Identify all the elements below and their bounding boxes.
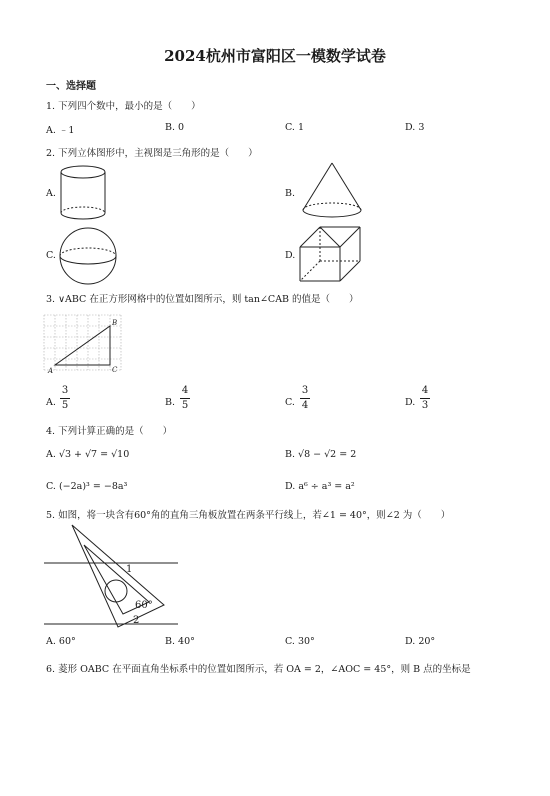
fraction-denominator: 3 — [421, 400, 429, 411]
q3-option-d-letter: D. — [405, 397, 416, 408]
q1-option-c: C. 1 — [285, 122, 305, 133]
fraction-numerator: 3 — [61, 385, 69, 396]
q5-option-c: C. 30° — [285, 636, 315, 647]
q3-option-c-fraction — [300, 385, 310, 412]
q3-option-b-fraction — [180, 385, 190, 412]
page-title: 2024杭州市富阳区一模数学试卷 — [164, 47, 386, 65]
parallel-lines-triangle-figure — [44, 523, 184, 633]
angle-1-label: 1 — [126, 564, 133, 575]
fraction-denominator: 5 — [61, 400, 69, 411]
cone-figure — [300, 160, 364, 222]
q4-option-a: A. √3 + √7 = √10 — [46, 449, 130, 460]
q2-option-b: B. — [285, 188, 296, 199]
q2-option-a: A. — [46, 188, 56, 199]
prism-figure — [298, 225, 362, 285]
q4-option-b: B. √8 − √2 = 2 — [285, 449, 357, 460]
q4-option-c: C. (−2a)³ = −8a³ — [46, 481, 128, 492]
q4-option-d: D. a⁶ ÷ a³ = a² — [285, 481, 355, 492]
angle-2-label: 2 — [133, 615, 140, 626]
question-4-stem: 4. 下列计算正确的是（ ） — [46, 426, 173, 437]
q5-option-b: B. 40° — [165, 636, 195, 647]
fraction-denominator: 5 — [181, 400, 189, 411]
question-3-stem: 3. ∨ABC 在正方形网格中的位置如图所示，则 tan∠CAB 的值是（ ） — [46, 294, 359, 305]
q3-option-a-fraction — [60, 385, 70, 412]
q5-option-d: D. 20° — [405, 636, 436, 647]
grid-triangle-figure — [44, 315, 124, 377]
q3-option-d-fraction — [420, 385, 430, 412]
angle-60-label: 60° — [135, 600, 153, 611]
label-b: B — [112, 319, 118, 327]
q3-option-c-letter: C. — [285, 397, 295, 408]
q1-option-d: D. 3 — [405, 122, 425, 133]
q3-option-a-letter: A. — [46, 397, 56, 408]
fraction-denominator: 4 — [301, 400, 309, 411]
question-5-stem: 5. 如图，将一块含有60°角的直角三角板放置在两条平行线上，若∠1 = 40°，则∠2 为（ ） — [46, 510, 451, 521]
q5-option-a: A. 60° — [46, 636, 76, 647]
section-title: 一、选择题 — [46, 81, 96, 92]
label-c: C — [112, 366, 118, 374]
q1-option-a: A. ﹣1 — [46, 125, 75, 136]
question-1-stem: 1. 下列四个数中，最小的是（ ） — [46, 101, 201, 112]
q3-option-b-letter: B. — [165, 397, 176, 408]
fraction-numerator: 4 — [181, 385, 189, 396]
q1-option-b: B. 0 — [165, 122, 185, 133]
fraction-numerator: 4 — [421, 385, 429, 396]
sphere-figure — [58, 226, 118, 286]
q2-option-c: C. — [46, 250, 56, 261]
label-a: A — [48, 367, 54, 375]
question-6-stem: 6. 菱形 OABC 在平面直角坐标系中的位置如图所示，若 OA = 2，∠AOC = 45°，则 B 点的坐标是 — [46, 664, 471, 675]
cylinder-figure — [58, 163, 108, 223]
question-2-stem: 2. 下列立体图形中，主视图是三角形的是（ ） — [46, 148, 258, 159]
fraction-numerator: 3 — [301, 385, 309, 396]
q2-option-d: D. — [285, 250, 296, 261]
